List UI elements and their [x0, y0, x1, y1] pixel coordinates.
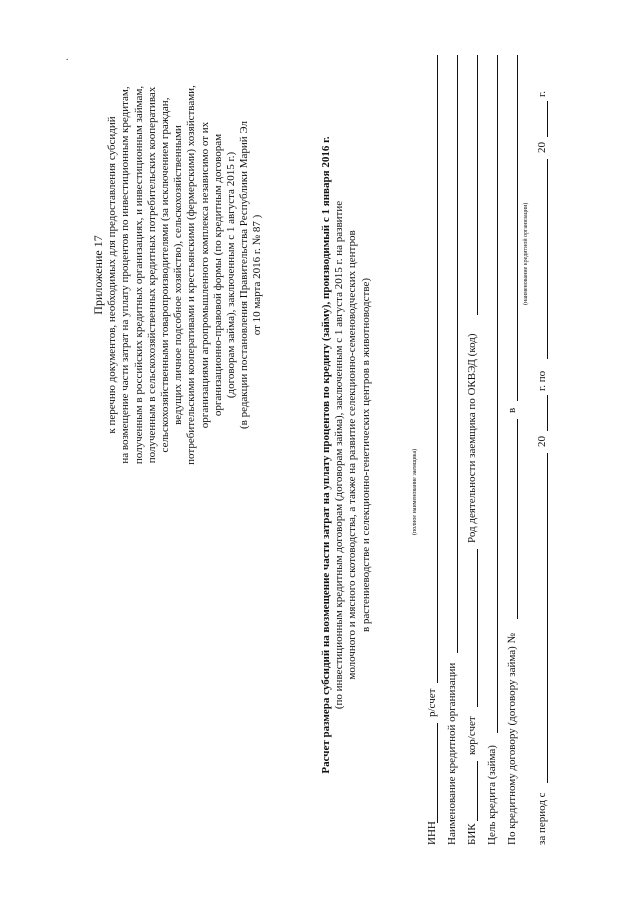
label-year-suffix-1: г. по [536, 370, 548, 391]
appendix-line: на возмещение части затрат на уплату процентов по инвестиционным кредитам, [119, 86, 132, 464]
label-inn: ИНН [426, 821, 438, 845]
label-year-suffix-2: г. [536, 90, 548, 97]
appendix-number: Приложение 17 [91, 235, 105, 315]
row-purpose [482, 55, 502, 845]
appendix-line: от 10 марта 2016 г. № 87 ) [251, 214, 264, 336]
field-purpose[interactable] [497, 55, 498, 733]
label-bank-name: Наименование кредитной организации [446, 662, 458, 845]
label-okved: Род деятельности заемщика по ОКВЭД (код) [466, 333, 478, 543]
appendix-line: сельскохозяйственными товаропроизводителями (за исключением граждан, [159, 97, 172, 453]
field-year-2[interactable] [547, 101, 548, 137]
document-title [320, 65, 373, 845]
label-period-from: за период с [536, 792, 548, 845]
label-purpose: Цель кредита (займа) [486, 745, 498, 845]
label-in: в [506, 407, 518, 413]
appendix-header [92, 0, 265, 605]
appendix-line: потребительскими кооперативами и крестьянскими (фермерскими) хозяйствами, [185, 85, 198, 465]
field-bank-name[interactable] [457, 55, 458, 653]
label-korschet: кор/счет [466, 716, 478, 755]
appendix-line: организациями агропромышленного комплекса независимо от их [198, 121, 211, 429]
stray-dot: . [66, 52, 69, 62]
label-year-prefix-1: 20 [536, 436, 548, 447]
label-rschet: р/счет [426, 688, 438, 717]
title-line: в растениеводстве и селекционно-генетических центров в животноводстве) [359, 277, 372, 633]
field-period-to[interactable] [547, 159, 548, 359]
field-contract-number[interactable] [517, 419, 518, 619]
field-okved[interactable] [477, 55, 478, 315]
label-year-prefix-2: 20 [536, 142, 548, 153]
title-line: молочного и мясного скотоводства, а также на развитие селекционно-семеноводческих центров [346, 230, 359, 680]
label-contract: По кредитному договору (договору займа) № [506, 632, 518, 845]
title-bold-line: Расчет размера субсидий на возмещение части затрат на уплату процентов по кредиту (займу), производимый с 1 января 2016 г. [320, 136, 332, 774]
field-rschet[interactable] [437, 55, 438, 683]
field-period-from[interactable] [547, 453, 548, 783]
caption-credit-org: (наименование кредитной организации) [523, 202, 529, 305]
field-korschet[interactable] [477, 549, 478, 707]
row-inn [422, 55, 442, 845]
appendix-line: к перечню документов, необходимых для предоставления субсидий [106, 116, 119, 434]
field-inn[interactable] [437, 723, 438, 823]
field-year-1[interactable] [547, 395, 548, 431]
row-period [532, 55, 552, 845]
label-bik: БИК [466, 823, 478, 845]
appendix-line: организационно-правовой формы (по кредитным договорам [211, 133, 224, 417]
field-bik[interactable] [477, 761, 478, 821]
row-contract [502, 55, 522, 845]
row-bank-name [442, 55, 462, 845]
row-bik [462, 55, 482, 845]
appendix-line: (в редакции постановления Правительства Республики Марий Эл [238, 120, 251, 430]
title-line: (по инвестиционным кредитным договорам (договорам займа), заключенным с 1 августа 2015 г. на развитие [333, 200, 346, 710]
appendix-line: (договорам займа), заключенным с 1 августа 2015 г.) [225, 151, 238, 399]
appendix-line: полученным в российских кредитных организациях, и инвестиционным займам, [132, 85, 145, 465]
field-credit-org[interactable] [517, 55, 518, 401]
caption-full-name: (полное наименование заемщика) [412, 448, 418, 535]
appendix-line: ведущих личное подсобное хозяйство), сельскохозяйственными [172, 125, 185, 425]
appendix-line: полученным в сельскохозяйственных кредитных потребительских кооперативах [145, 86, 158, 464]
